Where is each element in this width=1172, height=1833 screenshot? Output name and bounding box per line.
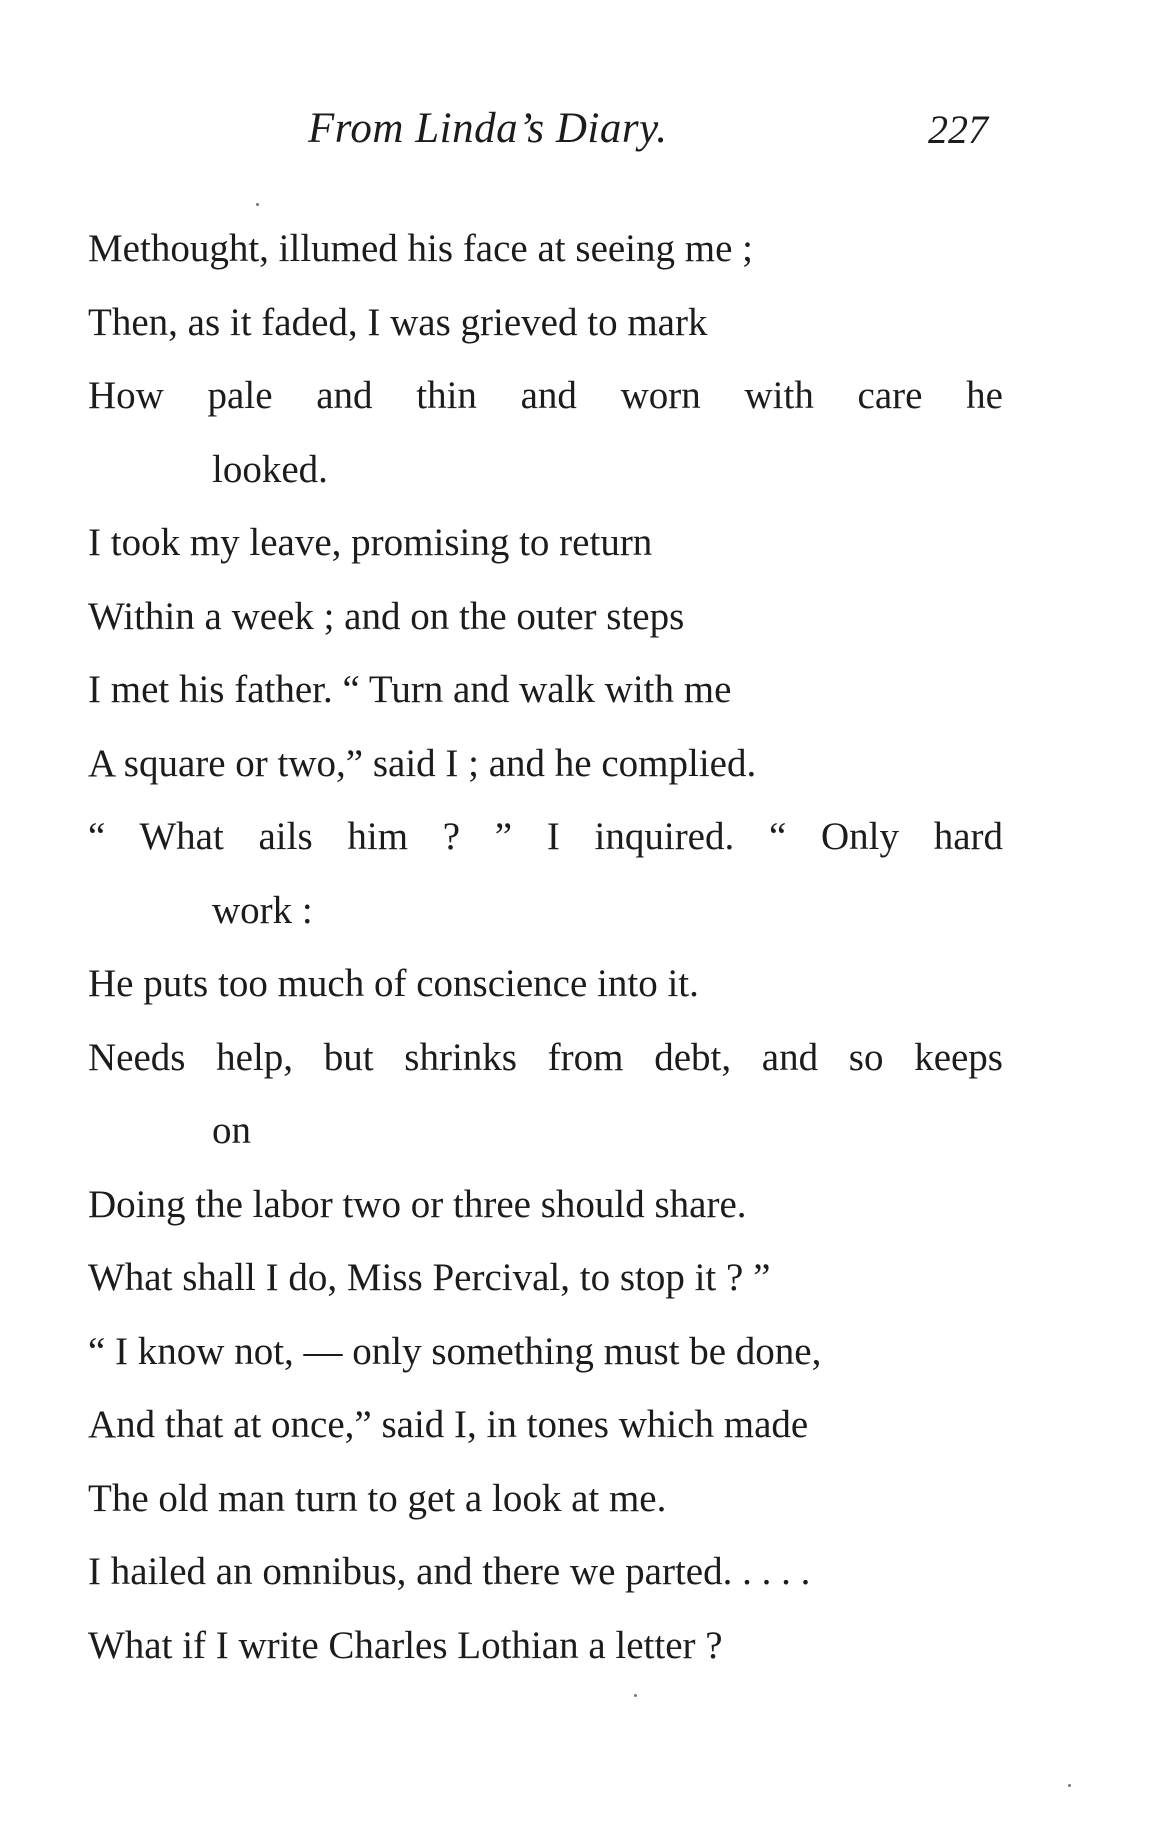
verse-line: I hailed an omnibus, and there we parted. . . . .	[88, 1550, 811, 1593]
verse-line: Then, as it faded, I was grieved to mark	[88, 300, 708, 344]
verse-line: How pale and thin and worn with care he	[88, 374, 1003, 417]
verse-line: Within a week ; and on the outer steps	[88, 594, 685, 638]
verse-line-turnover: on	[212, 1109, 251, 1152]
verse-line: What shall I do, Miss Percival, to stop it ? ”	[88, 1256, 771, 1299]
verse-line: Needs help, but shrinks from debt, and so keeps	[88, 1035, 1003, 1079]
verse-line: He puts too much of conscience into it.	[88, 962, 699, 1005]
verse-line-turnover: work :	[212, 888, 313, 932]
verse-line: A square or two,” said I ; and he complied.	[88, 741, 757, 785]
paper-speck	[256, 203, 259, 206]
verse-line: “ What ails him ? ” I inquired. “ Only hard	[88, 815, 1003, 858]
running-head	[0, 104, 1172, 164]
verse-line: Methought, illumed his face at seeing me ;	[88, 227, 753, 270]
verse-line: The old man turn to get a look at me.	[88, 1476, 667, 1520]
running-title: From Linda’s Diary.	[308, 105, 668, 152]
paper-speck	[1068, 1784, 1071, 1787]
verse-line: I took my leave, promising to return	[88, 521, 653, 564]
verse-line: “ I know not, — only something must be done,	[88, 1329, 822, 1373]
verse-line-turnover: looked.	[212, 447, 328, 491]
page-number: 227	[928, 107, 988, 152]
poem-body	[88, 212, 1008, 1682]
verse-line: And that at once,” said I, in tones which made	[88, 1403, 809, 1446]
verse-line: What if I write Charles Lothian a letter ?	[88, 1623, 723, 1667]
verse-line: Doing the labor two or three should share.	[88, 1182, 747, 1226]
paper-speck	[634, 1694, 637, 1697]
verse-line: I met his father. “ Turn and walk with me	[88, 668, 732, 711]
